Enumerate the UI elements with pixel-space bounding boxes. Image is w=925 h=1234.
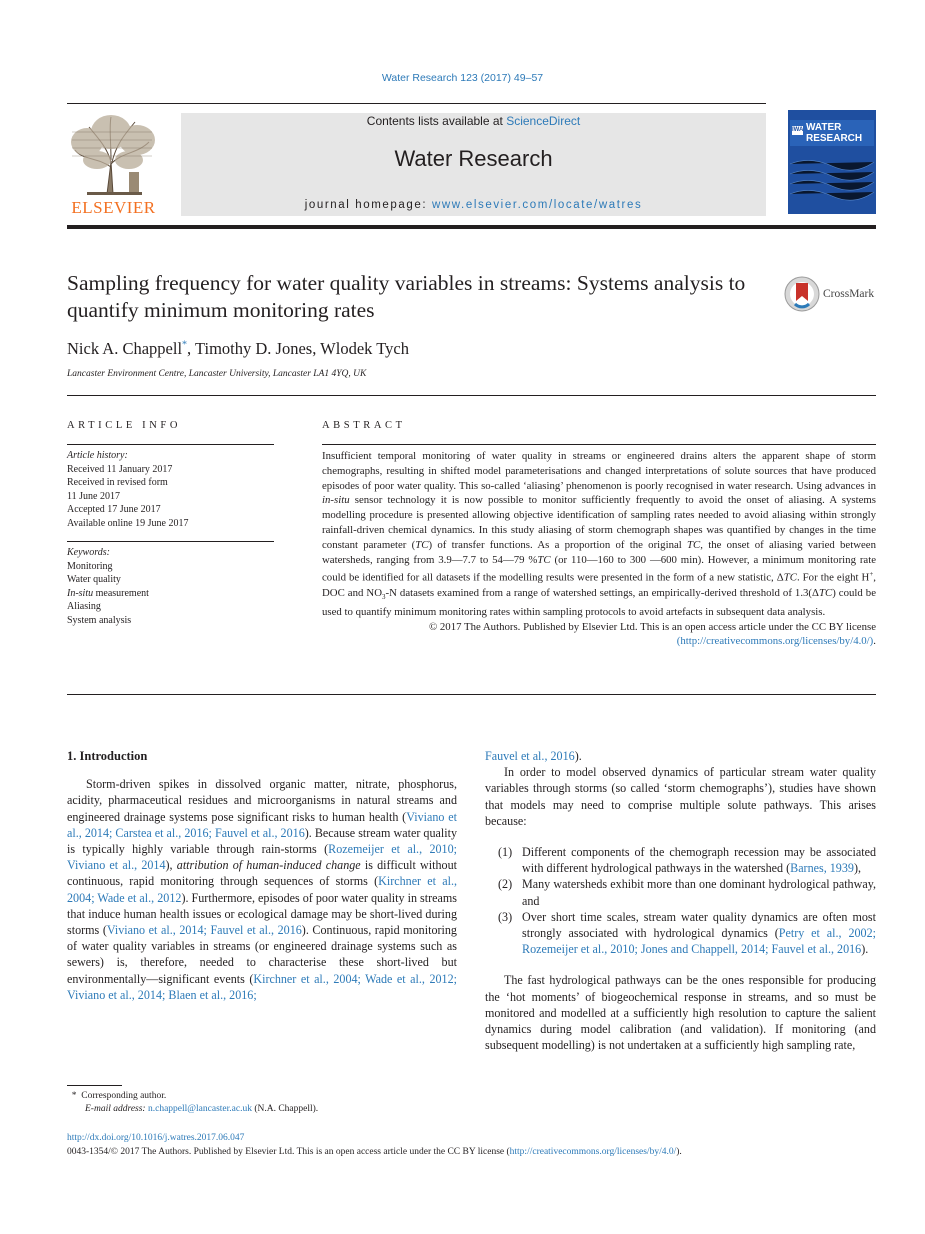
keywords [67,546,277,627]
elsevier-logo [67,112,160,216]
journal-citation[interactable]: Water Research 123 (2017) 49–57 [381,72,544,84]
author-separator: , [187,339,195,358]
homepage-line [181,199,766,211]
publisher-name: ELSEVIER [71,198,156,217]
page-footer [67,1131,876,1159]
homepage-link[interactable]: www.elsevier.com/locate/watres [431,199,643,211]
keywords-rule [67,541,274,542]
abstract-copyright: © 2017 The Authors. Published by Elsevier Ltd. This is an open access article under the CC BY license (http://creativecommons.org/licenses/by/4.0/). [429,620,876,648]
corresponding-author-mark[interactable]: * [182,339,188,351]
keyword: Aliasing [67,601,101,612]
history-item: Received 11 January 2017 [67,463,173,475]
header-rule [67,103,766,104]
license-link[interactable]: (http://creativecommons.org/licenses/by/4.0/) [676,635,874,648]
email-link[interactable]: n.chappell@lancaster.ac.uk [147,1104,252,1114]
issn-line: 0043-1354/© 2017 The Authors. Published by Elsevier Ltd. This is an open access article under the CC BY license (http://creativecommons.org/licenses/by/4.0/). [67,1147,682,1157]
header-thick-rule [67,225,876,229]
abstract-rule [322,444,876,445]
citation-link[interactable]: Viviano et al., 2014; Carstea et al., 2016; Fauvel et al., 2016 [67,809,457,840]
body-column-left [67,748,457,1003]
affiliation: Lancaster Environment Centre, Lancaster University, Lancaster LA1 4YQ, UK [67,369,367,379]
author-separator: , [312,339,321,358]
list-number: (1) [498,845,513,860]
intro-paragraph: The fast hydrological pathways can be the ones responsible for producing the ‘hot moments’ of biogeochemical response in streams, and so must be monitored and modelled at a sufficiently high resolution to capture the salient dynamics during model calibration (and validation). If monitoring (and subsequent modelling) is not undertaken at a sufficiently high sampling rate, [485,973,876,1053]
cover-title-line1: WATER [806,122,842,133]
footer-license-link[interactable]: http://creativecommons.org/licenses/by/4.0/ [509,1147,677,1157]
author-name: Wlodek Tych [320,339,409,358]
journal-masthead [181,113,766,216]
contents-prefix: Contents lists available at [366,114,507,128]
corresponding-note: * Corresponding author. [71,1091,167,1101]
list-item: (3) Over short time scales, stream water quality dynamics are often most strongly associated with hydrological dynamics (Petry et al., 2002; Rozemeijer et al., 2010; Jones and Chappell, 2014; Fauvel et al., 2016). [498,909,876,957]
journal-cover[interactable] [788,104,876,214]
citation-link[interactable]: Kirchner et al., 2004; Wade et al., 2012 [67,874,457,905]
abstract-body [322,449,876,649]
body-column-right [485,748,876,1053]
history-item: Accepted 17 June 2017 [67,504,161,515]
keywords-label: Keywords: [67,547,110,558]
crossmark-badge[interactable] [784,276,879,314]
intro-paragraph: In order to model observed dynamics of particular stream water quality variables through storms (so called ‘storm chemographs’), studies have shown that models may need to comprise multiple solute pathways. This arises because: [485,765,876,828]
email-note: E-mail address: n.chappell@lancaster.ac.uk (N.A. Chappell). [85,1104,319,1114]
crossmark-icon [784,276,820,312]
list-number: (2) [498,877,513,892]
cover-image [788,104,876,214]
intro-paragraph: Storm-driven spikes in dissolved organic matter, nitrate, phosphorus, acidity, pharmaceutical residues and microorganisms in natural streams and engineered drainage systems pose significant risks to human health (Viviano et al., 2014; Carstea et al., 2016; Fauvel et al., 2016). Because stream water quality is typically highly variable through rain-storms (Rozemeijer et al., 2010; Viviano et al., 2014), attribution of human-induced change is difficult without continuous, rapid monitoring through sequences of storms (Kirchner et al., 2004; Wade et al., 2012). Furthermore, episodes of poor water quality in streams that induce human health issues or ecological damage may be short-lived during storms (Viviano et al., 2014; Fauvel et al., 2016). Continuous, rapid monitoring of water quality variables in streams (or engineered drainage systems such as sewers) is, therefore, needed to characterise these short-lived but environmentally—significant events (Kirchner et al., 2004; Wade et al., 2012; Viviano et al., 2014; Blaen et al., 2016; [67,777,458,1002]
footnote-rule [67,1085,122,1086]
history-item: Received in revised form [67,477,168,488]
intro-paragraph-continued: Fauvel et al., 2016). [485,749,582,763]
citation-link[interactable]: Fauvel et al., 2016 [485,749,575,763]
citation-link[interactable]: Viviano et al., 2014; Fauvel et al., 2016 [106,923,302,938]
article-info-rule [67,444,274,445]
title-rule [67,395,876,396]
citation-link[interactable]: Rozemeijer et al., 2010; Viviano et al., 2014 [67,842,458,873]
sciencedirect-link[interactable]: ScienceDirect [506,114,581,128]
cover-badge: IWA [792,127,804,133]
footnote [67,1090,318,1116]
keyword: In-situ measurement [67,587,149,599]
abstract-text: Insufficient temporal monitoring of water quality in streams or engineered drains alters the apparent shape of storm chemographs, resulting in shifted model parameterisations and changed interpretations of solute sources that have produced episodes of poor water quality. This so-called ‘aliasing’ phenomenon is poorly recognised in water research. Using advances in in-situ sensor technology it is now possible to monitor sufficiently frequently to avoid the onset of aliasing. A systems modelling procedure is presented allowing objective identification of sampling rates needed to avoid aliasing within strongly rainfall-driven chemical dynamics. In this study aliasing of storm chemograph shapes was quantified by changes in the time constant parameter (TC) of transfer functions. As a proportion of the original TC, the onset of aliasing varied between watersheds, ranging from 3.9—7.7 to 54—79 %TC (or 110—160 to 300 —600 min). However, a minimum monitoring rate could be identified for all datasets if the modelling results were presented in the form of a new statistic, ΔTC. For the eight H+, DOC and $NO_3-N$ datasets examined from a range of watershed settings, an empirically-derived threshold of 1.3(ΔTC) could be used to quantify minimum monitoring rates within sampling protocols to avoid artefacts in subsequent data analysis. [322,450,877,618]
history-label: Article history: [67,450,128,461]
keyword: Water quality [67,574,121,585]
citation-link[interactable]: Petry et al., 2002; Rozemeijer et al., 2010; Jones and Chappell, 2014; Fauvel et al., 2016 [522,926,876,957]
article-title: Sampling frequency for water quality variables in streams: Systems analysis to quantify minimum monitoring rates [67,271,746,322]
doi-link[interactable]: http://dx.doi.org/10.1016/j.watres.2017.06.047 [67,1133,245,1143]
citation-link[interactable]: Kirchner et al., 2004; Wade et al., 2012; Viviano et al., 2014; Blaen et al., 2016; [67,971,457,1002]
keyword: System analysis [67,614,132,626]
keyword: Monitoring [67,560,113,572]
cover-title-line2: RESEARCH [806,133,863,144]
list-item: (1) Different components of the chemograph recession may be associated with different hydrological pathways in the watershed (Barnes, 1939), [498,845,876,876]
list-number: (3) [498,909,513,924]
article-info-heading: ARTICLE INFO [67,420,182,431]
history-item: 11 June 2017 [67,490,120,502]
crossmark-label: CrossMark [823,288,875,300]
numbered-list [485,844,876,957]
section-heading: 1. Introduction [67,749,148,763]
author-name: Timothy D. Jones [194,339,313,358]
author-list [67,339,409,359]
emphasis-text: attribution of human-induced change [176,858,361,873]
article-history [67,449,277,530]
journal-title: Water Research [394,146,553,171]
abstract-heading: ABSTRACT [322,420,406,431]
history-item: Available online 19 June 2017 [67,517,189,529]
abstract-bottom-rule [67,694,876,695]
homepage-prefix: journal homepage: [304,199,432,211]
author-name: Nick A. Chappell [67,339,183,358]
contents-line [181,114,766,128]
citation-link[interactable]: Barnes, 1939 [790,861,854,876]
list-item: (2) Many watersheds exhibit more than one dominant hydrological pathway, and [498,877,876,908]
